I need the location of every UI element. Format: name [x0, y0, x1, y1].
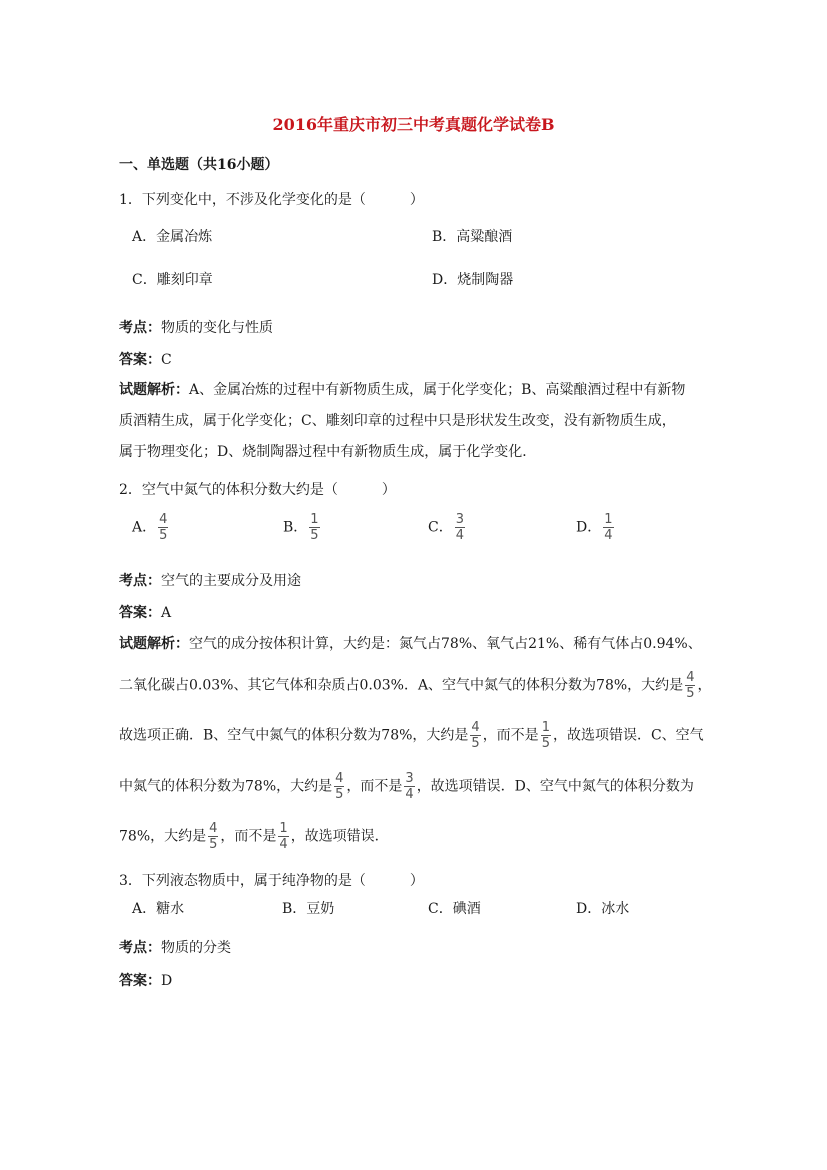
numerator: 1: [310, 512, 319, 527]
denominator: 4: [279, 837, 288, 852]
analysis-text: 空气的成分按体积计算，大约是：氮气占78%、氧气占21%、稀有气体占0.94%、: [189, 636, 702, 652]
q1-option-a: A．金属冶炼: [132, 229, 213, 245]
answer-label: 答案：: [119, 973, 161, 989]
numerator: 1: [541, 720, 550, 735]
analysis-text: ，故选项错误．: [290, 828, 389, 845]
q3-answer: [119, 974, 172, 988]
q2-option-d: [576, 513, 616, 542]
q2-analysis-line-5: [119, 822, 389, 851]
q2-analysis-line-1: [119, 637, 702, 651]
answer-text: A: [161, 605, 172, 621]
numerator: 4: [209, 821, 218, 836]
q3-kaodian: [119, 941, 231, 955]
numerator: 1: [604, 512, 613, 527]
analysis-text: ，而不是: [346, 778, 403, 795]
denominator: 5: [471, 736, 480, 751]
question-1-stem: [119, 193, 424, 207]
q2-answer: [119, 606, 171, 620]
q2-option-a: [132, 513, 170, 542]
denominator: 5: [159, 528, 168, 543]
denominator: 5: [310, 528, 319, 543]
section-heading: 一、单选题（共16小题）: [119, 157, 279, 173]
kaodian-text: 空气的主要成分及用途: [161, 573, 301, 589]
fraction: [158, 513, 168, 542]
denominator: 5: [335, 787, 344, 802]
fraction: [334, 772, 344, 801]
answer-text: C: [161, 352, 172, 368]
fraction: [470, 721, 480, 750]
option-letter: B．: [283, 519, 308, 536]
numerator: 4: [471, 720, 480, 735]
fraction: [309, 513, 319, 542]
option-letter: D．: [576, 519, 602, 536]
kaodian-label: 考点：: [119, 573, 161, 589]
fraction: [208, 822, 218, 851]
denominator: 5: [686, 686, 695, 701]
kaodian-text: 物质的变化与性质: [161, 320, 273, 336]
q3-option-a: A．糖水: [132, 901, 185, 917]
analysis-text: ，: [697, 677, 712, 694]
analysis-text: ，故选项错误．C、空气: [552, 727, 704, 744]
fraction: [404, 772, 414, 801]
fraction: [685, 671, 695, 700]
denominator: 4: [405, 787, 414, 802]
q3-stem-text: 3．下列液态物质中，属于纯净物的是（: [119, 873, 366, 889]
answer-label: 答案：: [119, 605, 161, 621]
q1-kaodian: [119, 321, 273, 335]
q2-analysis-line-4: [119, 772, 694, 801]
analysis-text: A、金属冶炼的过程中有新物质生成，属于化学变化；B、高粱酿酒过程中有新物: [189, 382, 686, 398]
q2-option-c: [428, 513, 467, 542]
q3-option-c: C．碘酒: [428, 901, 481, 917]
denominator: 4: [455, 528, 464, 543]
q1-stem-text: 1．下列变化中，不涉及化学变化的是（: [119, 192, 366, 208]
kaodian-text: 物质的分类: [161, 940, 231, 956]
analysis-text: 78%，大约是: [119, 828, 207, 845]
analysis-text: ，故选项错误．D、空气中氮气的体积分数为: [416, 778, 694, 795]
q1-analysis-line-3: 属于物理变化；D、烧制陶器过程中有新物质生成，属于化学变化．: [119, 444, 537, 460]
fraction: [278, 822, 288, 851]
option-letter: C．: [428, 519, 453, 536]
fraction: [455, 513, 465, 542]
numerator: 4: [686, 670, 695, 685]
answer-label: 答案：: [119, 352, 161, 368]
fraction: [541, 721, 551, 750]
q2-analysis-line-2: [119, 671, 711, 700]
denominator: 4: [604, 528, 613, 543]
option-letter: A．: [132, 519, 157, 536]
analysis-label: 试题解析：: [119, 636, 189, 652]
numerator: 1: [279, 821, 288, 836]
question-3-stem: [119, 874, 424, 888]
fraction: [603, 513, 613, 542]
numerator: 3: [455, 512, 464, 527]
q3-stem-close: ）: [409, 873, 424, 889]
analysis-text: 二氧化碳占0.03%、其它气体和杂质占0.03%．A、空气中氮气的体积分数为78%，大约是: [119, 677, 684, 694]
q2-stem-text: 2．空气中氮气的体积分数大约是（: [119, 482, 338, 498]
question-2-stem: [119, 483, 396, 497]
denominator: 5: [541, 736, 550, 751]
q3-option-d: D．冰水: [576, 901, 630, 917]
q1-option-b: B．高粱酿酒: [432, 229, 513, 245]
q1-analysis-line-1: [119, 383, 685, 397]
analysis-label: 试题解析：: [119, 382, 189, 398]
numerator: 3: [405, 771, 414, 786]
q3-option-b: B．豆奶: [282, 901, 335, 917]
q1-option-c: C．雕刻印章: [132, 272, 213, 288]
kaodian-label: 考点：: [119, 320, 161, 336]
numerator: 4: [159, 512, 168, 527]
q1-option-d: D．烧制陶器: [432, 272, 514, 288]
analysis-text: ，而不是: [220, 828, 277, 845]
q2-option-b: [283, 513, 322, 542]
q2-stem-close: ）: [381, 482, 396, 498]
q1-analysis-line-2: 质酒精生成，属于化学变化；C、雕刻印章的过程中只是形状发生改变，没有新物质生成，: [119, 413, 676, 429]
analysis-text: 中氮气的体积分数为78%，大约是: [119, 778, 333, 795]
kaodian-label: 考点：: [119, 940, 161, 956]
analysis-text: 故选项正确．B、空气中氮气的体积分数为78%，大约是: [119, 727, 469, 744]
page-title: 2016年重庆市初三中考真题化学试卷B: [272, 115, 555, 134]
q1-stem-close: ）: [409, 192, 424, 208]
denominator: 5: [209, 837, 218, 852]
answer-text: D: [161, 973, 173, 989]
q2-kaodian: [119, 574, 301, 588]
q2-analysis-line-3: [119, 721, 704, 750]
analysis-text: ，而不是: [482, 727, 539, 744]
q1-answer: [119, 353, 172, 367]
numerator: 4: [335, 771, 344, 786]
